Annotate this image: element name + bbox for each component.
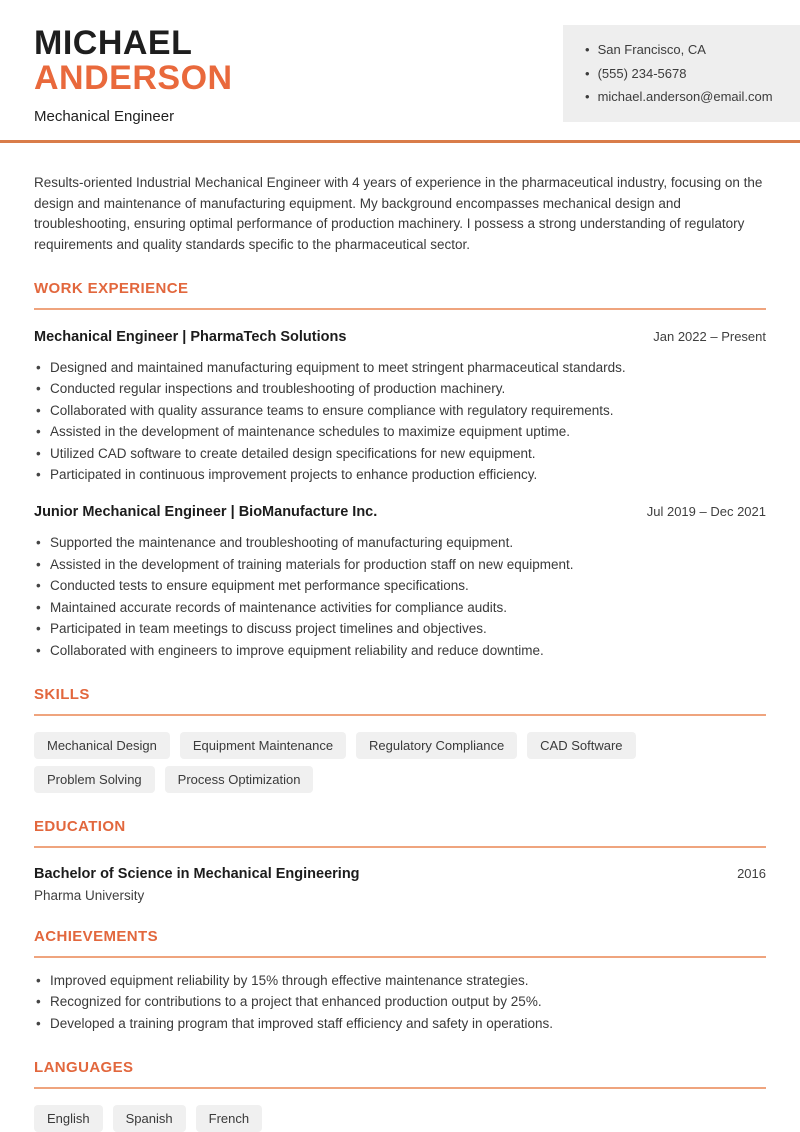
skill-chip: Process Optimization — [165, 766, 314, 793]
job-bullet: • Supported the maintenance and troubleshooting of manufacturing equipment. — [34, 532, 766, 553]
degree-title: Bachelor of Science in Mechanical Engineering — [34, 865, 360, 882]
job-title: Mechanical Engineer | PharmaTech Solutions — [34, 329, 347, 346]
language-chip: Spanish — [113, 1105, 186, 1132]
job-title: Junior Mechanical Engineer | BioManufacture Inc. — [34, 504, 378, 521]
bullet-icon: • — [585, 65, 590, 81]
candidate-job-title: Mechanical Engineer — [34, 108, 175, 126]
contact-location — [585, 38, 784, 62]
school-name: Pharma University — [34, 887, 145, 903]
job-bullet: • Assisted in the development of maintenance schedules to maximize equipment uptime. — [34, 421, 766, 442]
section-languages — [34, 1059, 766, 1132]
header-divider — [0, 140, 800, 143]
contact-email — [585, 85, 784, 109]
section-rule — [34, 846, 766, 848]
graduation-year: 2016 — [737, 865, 766, 881]
section-work-experience — [34, 280, 766, 661]
resume-body — [0, 173, 800, 1132]
work-experience-heading: WORK EXPERIENCE — [34, 280, 189, 298]
languages-heading: LANGUAGES — [34, 1059, 134, 1077]
section-rule — [34, 308, 766, 310]
achievement-bullet: • Improved equipment reliability by 15% through effective maintenance strategies. — [34, 970, 766, 991]
achievements-bullet-list — [34, 970, 766, 1034]
job-bullet: • Participated in team meetings to discuss project timelines and objectives. — [34, 618, 766, 639]
job-bullet: • Maintained accurate records of maintenance activities for compliance audits. — [34, 597, 766, 618]
contact-phone-text: (555) 234-5678 — [597, 65, 687, 81]
section-rule — [34, 1087, 766, 1089]
skill-chip: Regulatory Compliance — [356, 732, 517, 759]
job-bullet-list — [34, 532, 766, 660]
achievement-bullet: • Recognized for contributions to a project that enhanced production output by 25%. — [34, 991, 766, 1012]
contact-box — [563, 25, 800, 122]
skill-chip: Equipment Maintenance — [180, 732, 346, 759]
education-heading: EDUCATION — [34, 817, 126, 835]
skills-chip-list — [34, 732, 714, 793]
section-rule — [34, 714, 766, 716]
languages-chip-list — [34, 1105, 714, 1132]
job-entry — [34, 329, 766, 485]
job-bullet: • Designed and maintained manufacturing equipment to meet stringent pharmaceutical standards. — [34, 357, 766, 378]
skill-chip: CAD Software — [527, 732, 635, 759]
section-rule — [34, 956, 766, 958]
job-header — [34, 504, 766, 520]
summary-paragraph: Results-oriented Industrial Mechanical Engineer with 4 years of experience in the pharmaceutical industry, focusing on the design and maintenance of manufacturing equipment. My background encompasses mechanical design and troubleshooting, ensuring optimal performance of production machinery. I possess a strong understanding of regulatory requirements and quality standards specific to the pharmaceutical sector. — [34, 175, 763, 252]
skill-chip: Mechanical Design — [34, 732, 170, 759]
contact-location-text: San Francisco, CA — [597, 42, 706, 57]
job-bullet: • Participated in continuous improvement projects to enhance production efficiency. — [34, 464, 766, 485]
job-dates: Jul 2019 – Dec 2021 — [646, 504, 766, 520]
achievement-bullet: • Developed a training program that improved staff efficiency and safety in operations. — [34, 1013, 766, 1034]
job-bullet: • Assisted in the development of training materials for production staff on new equipment. — [34, 554, 766, 575]
section-skills — [34, 686, 766, 793]
achievements-heading: ACHIEVEMENTS — [34, 927, 158, 945]
resume-header — [0, 0, 800, 125]
skills-heading: SKILLS — [34, 685, 90, 703]
job-dates: Jan 2022 – Present — [653, 329, 766, 345]
job-bullet: • Collaborated with engineers to improve equipment reliability and reduce downtime. — [34, 640, 766, 661]
section-education — [34, 818, 766, 903]
skill-chip: Problem Solving — [34, 766, 155, 793]
candidate-last-name: ANDERSON — [34, 59, 233, 98]
language-chip: French — [196, 1105, 262, 1132]
job-bullet-list — [34, 357, 766, 485]
job-entry — [34, 504, 766, 660]
contact-phone — [585, 62, 784, 86]
job-header — [34, 329, 766, 345]
education-header — [34, 866, 766, 882]
section-achievements — [34, 928, 766, 1034]
job-bullet: • Conducted regular inspections and troubleshooting of production machinery. — [34, 378, 766, 399]
language-chip: English — [34, 1105, 103, 1132]
bullet-icon: • — [585, 89, 590, 104]
job-bullet: • Utilized CAD software to create detailed design specifications for new equipment. — [34, 443, 766, 464]
bullet-icon: • — [585, 42, 590, 57]
education-entry — [34, 866, 766, 903]
job-bullet: • Conducted tests to ensure equipment met performance specifications. — [34, 575, 766, 596]
contact-email-text: michael.anderson@email.com — [597, 89, 773, 104]
candidate-first-name: MICHAEL — [34, 24, 193, 62]
job-bullet: • Collaborated with quality assurance teams to ensure compliance with regulatory requirements. — [34, 400, 766, 421]
